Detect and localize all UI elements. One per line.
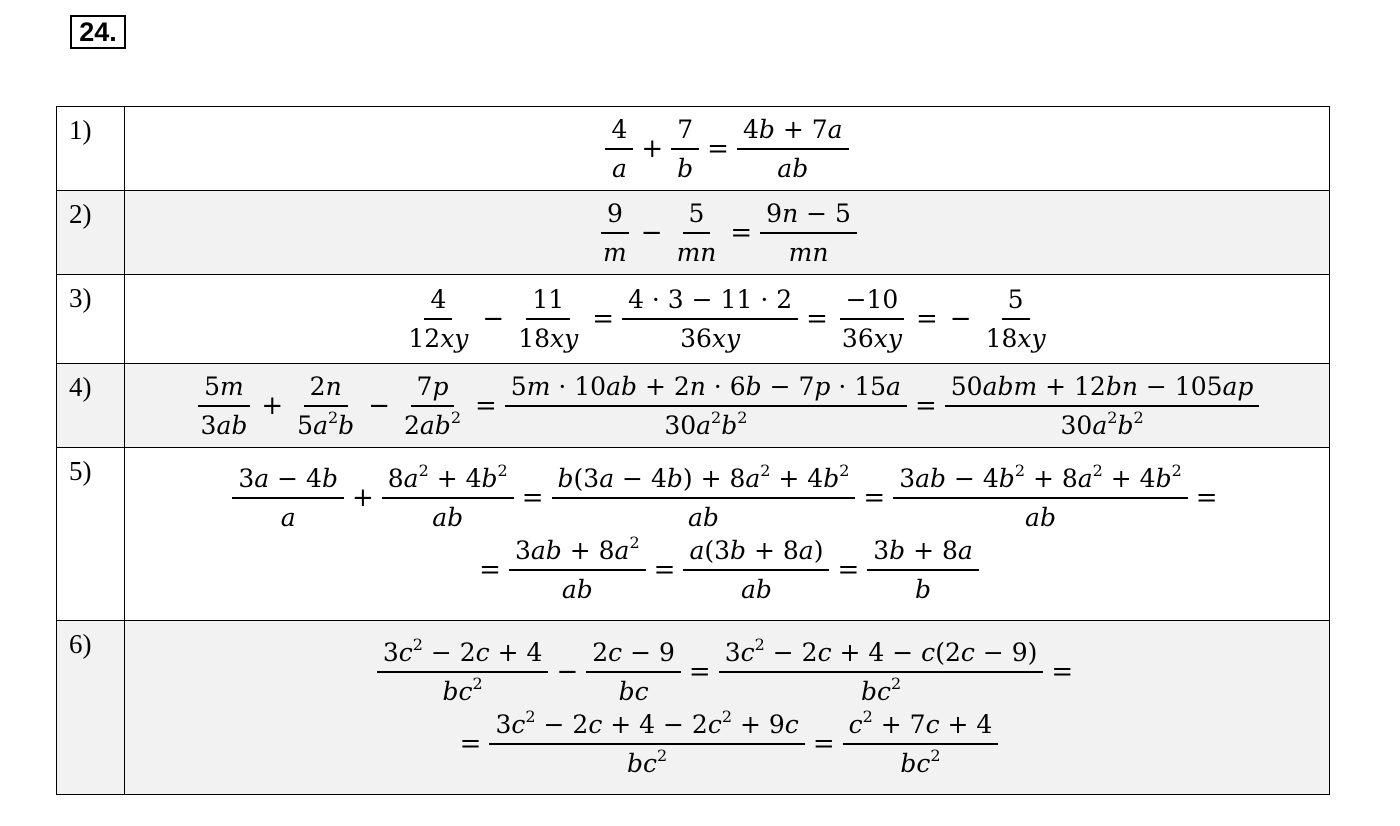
row-number: 1) <box>57 107 125 191</box>
numerator: $3ab + 8a^2$ <box>509 534 646 571</box>
operator: + <box>261 390 284 421</box>
denominator: $30a^2b^2$ <box>1060 407 1144 440</box>
fraction <box>737 113 849 185</box>
row-number: 4) <box>57 364 125 448</box>
equation-line <box>125 283 1329 355</box>
fraction <box>291 370 360 442</box>
equation-line <box>125 636 1329 708</box>
denominator: 18xy <box>518 324 579 353</box>
numerator: 4 · 3 − 11 · 2 <box>622 283 798 320</box>
fraction <box>719 636 1044 708</box>
denominator: $bc^2$ <box>900 745 941 778</box>
equation-line <box>125 370 1329 442</box>
denominator: $5a^2b$ <box>297 407 355 440</box>
row-number: 6) <box>57 621 125 795</box>
numerator: 4b + 7a <box>737 113 849 150</box>
numerator: 11 <box>526 283 570 320</box>
numerator: $3ab - 4b^2 + 8a^2 + 4b^2$ <box>893 462 1188 499</box>
numerator: 3b + 8a <box>867 534 979 571</box>
fraction <box>377 636 549 708</box>
operator: − <box>368 390 390 421</box>
fraction <box>980 283 1052 355</box>
solutions-body <box>57 107 1330 795</box>
fraction <box>509 534 646 606</box>
operator: = <box>521 483 544 513</box>
fraction <box>683 534 829 606</box>
fraction <box>552 462 856 534</box>
fraction <box>760 197 857 269</box>
equation-line <box>125 708 1329 780</box>
solution-expression <box>125 448 1330 621</box>
denominator: ab <box>1025 503 1056 532</box>
fraction <box>843 708 999 780</box>
denominator: b <box>915 575 932 604</box>
operator: = <box>592 304 615 334</box>
row-number: 5) <box>57 448 125 621</box>
fraction <box>836 283 908 355</box>
denominator: bc <box>618 676 649 706</box>
operator: = <box>806 304 828 334</box>
row-number: 2) <box>57 191 125 275</box>
denominator: $30a^2b^2$ <box>664 407 748 440</box>
numerator: a(3b + 8a) <box>683 534 829 571</box>
numerator: 7p <box>411 370 455 407</box>
fraction <box>398 370 467 442</box>
solution-row <box>57 275 1330 364</box>
operator: + <box>641 133 664 164</box>
equation-line <box>125 534 1329 606</box>
operator: = <box>707 133 729 164</box>
fraction <box>402 283 474 355</box>
solution-row <box>57 191 1330 275</box>
numerator: 4 <box>605 113 633 150</box>
solution-row <box>57 107 1330 191</box>
operator: − <box>640 217 663 248</box>
numerator: 2c − 9 <box>586 636 681 673</box>
fraction <box>597 197 633 269</box>
operator: + <box>351 483 374 513</box>
denominator: 3ab <box>200 410 248 440</box>
denominator: $bc^2$ <box>627 745 668 778</box>
numerator: 2n <box>304 370 348 407</box>
denominator: mn <box>676 237 717 267</box>
denominator: 36xy <box>680 324 741 353</box>
denominator: $bc^2$ <box>442 673 483 706</box>
operator: = <box>812 728 835 759</box>
solution-row <box>57 364 1330 448</box>
operator: = <box>914 390 937 421</box>
operator: = <box>1051 656 1074 687</box>
denominator: $bc^2$ <box>860 673 902 706</box>
numerator: 50abm + 12bn − 105ap <box>945 370 1260 407</box>
denominator: $2ab^2$ <box>403 407 461 440</box>
numerator: 9n − 5 <box>760 197 857 234</box>
numerator: 5m <box>198 370 250 407</box>
numerator: $c^2 + 7c + 4$ <box>843 708 999 745</box>
solution-row <box>57 448 1330 621</box>
solution-expression <box>125 191 1330 275</box>
denominator: a <box>611 153 627 183</box>
fraction <box>195 370 254 442</box>
fraction <box>867 534 979 606</box>
numerator: $3c^2 - 2c + 4 - c(2c - 9)$ <box>719 636 1044 673</box>
denominator: m <box>603 237 627 267</box>
numerator: 5 <box>1002 283 1030 320</box>
numerator: 5m · 10ab + 2n · 6b − 7p · 15a <box>505 370 907 407</box>
solution-expression <box>125 621 1330 795</box>
fraction <box>512 283 584 355</box>
numerator: 9 <box>601 197 629 234</box>
numerator: 5 <box>683 197 711 234</box>
operator: = <box>688 656 711 687</box>
fraction <box>945 370 1260 442</box>
row-number: 3) <box>57 275 125 364</box>
numerator: 4 <box>424 283 452 320</box>
operator: = <box>479 555 501 585</box>
operator: = <box>475 390 497 421</box>
equation-line <box>125 462 1329 534</box>
denominator: 18xy <box>985 324 1046 353</box>
solution-row <box>57 621 1330 795</box>
operator: = <box>653 555 676 585</box>
solution-expression <box>125 107 1330 191</box>
denominator: mn <box>788 237 829 267</box>
numerator: −10 <box>840 283 905 320</box>
numerator: $8a^2 + 4b^2$ <box>382 462 514 499</box>
denominator: ab <box>432 503 464 532</box>
solution-expression <box>125 275 1330 364</box>
operator: = <box>915 304 938 334</box>
numerator: $b(3a - 4b) + 8a^2 + 4b^2$ <box>552 462 856 499</box>
fraction <box>586 636 681 708</box>
denominator: ab <box>777 153 809 183</box>
denominator: ab <box>740 575 772 604</box>
fraction <box>382 462 514 534</box>
fraction <box>622 283 798 355</box>
operator: − <box>482 304 505 334</box>
numerator: 3a − 4b <box>232 462 344 499</box>
operator: = <box>1195 483 1218 513</box>
denominator: a <box>280 503 296 532</box>
denominator: 36xy <box>841 324 902 353</box>
fraction <box>505 370 907 442</box>
operator: = <box>863 483 886 513</box>
solutions-table <box>56 106 1330 795</box>
operator: = <box>837 555 860 585</box>
numerator: 7 <box>671 113 699 150</box>
denominator: b <box>677 153 694 183</box>
numerator: $3c^2 - 2c + 4$ <box>377 636 549 673</box>
fraction <box>605 113 633 185</box>
fraction <box>232 462 344 534</box>
fraction <box>489 708 804 780</box>
solution-expression <box>125 364 1330 448</box>
fraction <box>671 113 699 185</box>
equation-line <box>125 113 1329 185</box>
numerator: $3c^2 - 2c + 4 - 2c^2 + 9c$ <box>489 708 804 745</box>
operator: − <box>949 304 972 334</box>
denominator: ab <box>561 575 593 604</box>
operator: − <box>556 656 579 687</box>
fraction <box>671 197 723 269</box>
fraction <box>893 462 1188 534</box>
task-number: 24. <box>70 15 126 49</box>
denominator: ab <box>688 503 719 532</box>
operator: = <box>459 728 482 759</box>
operator: = <box>730 217 753 248</box>
denominator: 12xy <box>408 324 469 353</box>
equation-line <box>125 197 1329 269</box>
